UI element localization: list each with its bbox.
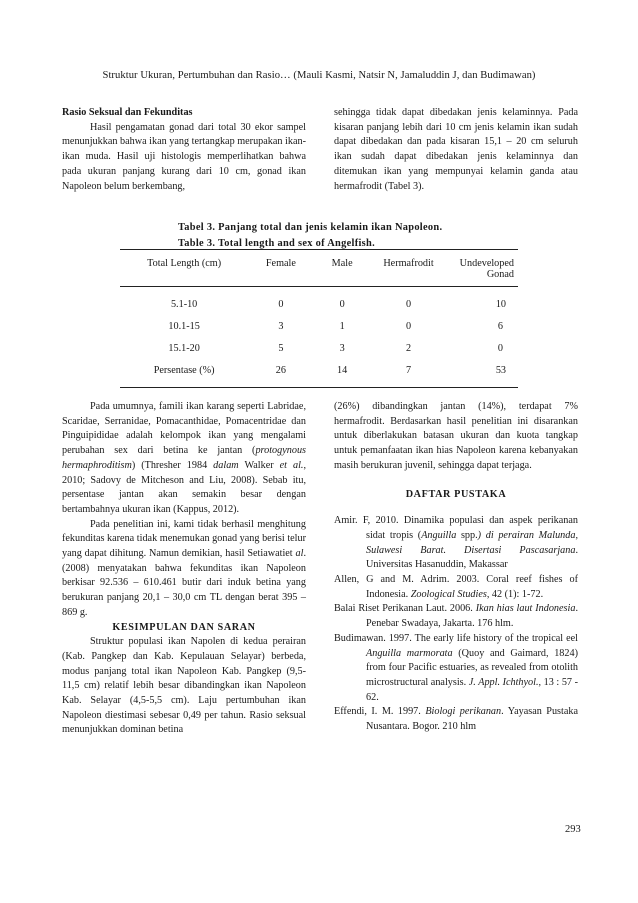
table-cell: 15.1-20	[168, 342, 200, 354]
table-caption-id: Tabel 3. Panjang total dan jenis kelamin ikan Napoleon.	[178, 222, 443, 233]
table-cell: 10.1-15	[168, 320, 200, 332]
right-bottom-column	[334, 400, 578, 735]
table-cell: 53	[495, 364, 506, 376]
table-cell: 14	[337, 364, 348, 376]
paragraph: sehingga tidak dapat dibedakan jenis kelaminnya. Pada kisaran panjang lebih dari 10 cm jenis kelamin ikan sudah dapat dibedakan dan pada kisaran 15,1 – 20 cm seluruh ikan sudah dapat dibedakan jenis kelaminnya dan ditemukan ikan yang mempunyai kelamin ganda atau hermafrodit (Tabel 3).	[334, 107, 578, 192]
column-header: Male	[331, 258, 353, 269]
reference-item: Amir. F, 2010. Dinamika populasi dan aspek perikanan sidat tropis (Anguilla spp.) di perairan Malunda, Sulawesi Barat. Disertasi Pascasarjana. Universitas Hasanuddin, Makassar	[334, 515, 579, 571]
reference-item: Effendi, I. M. 1997. Biologi perikanan. Yayasan Pustaka Nusantara. Bogor. 210 hlm	[334, 706, 578, 733]
paragraph: (26%) dibandingkan jantan (14%), terdapat 7% hermafrodit. Berdasarkan hasil penelitian ini disarankan untuk diberlakukan batasan ukuran dan kuota tangkap untuk pemanfaatan ikan hias Napoleon karena kebanyakan masih berukuran juvenil, sehingga dapat terjaga.	[334, 401, 578, 471]
section-heading-references: DAFTAR PUSTAKA	[405, 488, 507, 500]
table-cell: 1	[339, 320, 345, 332]
right-top-column	[334, 106, 578, 194]
table-header-row	[120, 250, 518, 287]
column-header: Hermafrodit	[383, 258, 434, 269]
paragraph: Pada umumnya, famili ikan karang seperti Labridae, Scaridae, Serranidae, Pomacanthidae, Pomacentridae dan Pinguipididae adalah kelompok ikan yang mengalami perubahan sex dari betina ke jantan (protogynous hermaphroditism) (Thresher 1984 dalam Walker et al., 2010; Sadovy de Mitcheson and Liu, 2008). Sebab itu, persentase jantan akan semakin besar dengan bertambahnya ukuran ikan (Kappus, 2012).	[62, 401, 306, 515]
table-row	[120, 315, 518, 337]
paragraph: Pada penelitian ini, kami tidak berhasil menghitung fekunditas karena tidak menemukan gonad yang berisi telur yang dapat dihitung. Namun demikian, hasil Setiawatiet al. (2008) menyatakan bahwa fekunditas ikan Napoleon berkisar 92.536 – 610.461 butir dari induk betina yang berukuran panjang 20,1 – 30,0 cm TL dengan berat 395 – 869 g.	[62, 518, 306, 618]
running-header: Struktur Ukuran, Pertumbuhan dan Rasio… (Mauli Kasmi, Natsir N, Jamaluddin J, dan Budimawan)	[102, 70, 536, 81]
left-bottom-column	[62, 400, 306, 738]
table-cell: 5.1-10	[170, 298, 198, 310]
table-cell: 3	[278, 320, 284, 332]
table-cell: 5	[278, 342, 284, 354]
table-cell: 10	[495, 298, 506, 310]
column-header: Female	[265, 258, 296, 269]
table-cell: 0	[405, 320, 412, 332]
table-cell: 6	[497, 320, 503, 332]
table-cell: Persentase (%)	[153, 364, 215, 376]
section-heading-sex-ratio: Rasio Seksual dan Fekunditas	[62, 107, 193, 118]
reference-item: Budimawan. 1997. The early life history of the tropical eel Anguilla marmorata (Quoy and Gaimard, 1824) from four Pacific estuaries, as revealed from otolith microstructural analysis. J. Appl. Ichthyol., 13 : 57 - 62.	[334, 632, 578, 703]
table-cell: 7	[405, 364, 412, 376]
section-heading-conclusion: KESIMPULAN DAN SARAN	[112, 621, 256, 633]
page-number: 293	[565, 824, 581, 835]
table-cell: 0	[278, 298, 284, 310]
column-header: Undeveloped Gonad	[459, 258, 514, 280]
table-row	[120, 337, 518, 359]
table-cell: 26	[275, 364, 286, 376]
table-cell: 0	[339, 298, 345, 310]
paragraph: Struktur populasi ikan Napolen di kedua perairan (Kab. Pangkep dan Kab. Kepulauan Selayar) berbeda, modus panjang total ikan Napoleon Kab. Pangkep (9,5-11,5 cm) relatif lebih besar dibandingkan ikan Napoleon Kab. Selayar (4,5-5,5 cm). Laju pertumbuhan ikan Napoleon diestimasi sebesar 0,49 per tahun. Rasio seksual menunjukkan dominan betina	[62, 636, 306, 736]
data-table	[120, 249, 518, 388]
reference-item: Balai Riset Perikanan Laut. 2006. Ikan hias laut Indonesia. Penebar Swadaya, Jakarta. 176 hlm.	[334, 603, 578, 630]
table-caption-en: Table 3. Total length and sex of Angelfish.	[178, 238, 375, 249]
reference-item: Allen, G and M. Adrim. 2003. Coral reef fishes of Indonesia. Zoological Studies, 42 (1): 1-72.	[334, 574, 578, 600]
paragraph: Hasil pengamatan gonad dari total 30 ekor sampel menunjukkan bahwa ikan yang tertangkap merupakan ikan-ikan muda. Hasil uji histologis memperlihatkan bahwa pada ukuran panjang kurang dari 10 cm, gonad ikan Napoleon belum berkembang,	[62, 121, 306, 192]
table-cell: 0	[405, 298, 412, 310]
table-cell: 2	[405, 342, 412, 354]
column-header: Total Length (cm)	[147, 258, 222, 269]
table-cell: 0	[497, 342, 503, 354]
table-cell: 3	[339, 342, 345, 354]
left-top-column	[62, 106, 306, 194]
table-row	[120, 359, 518, 388]
table-row	[120, 287, 518, 316]
